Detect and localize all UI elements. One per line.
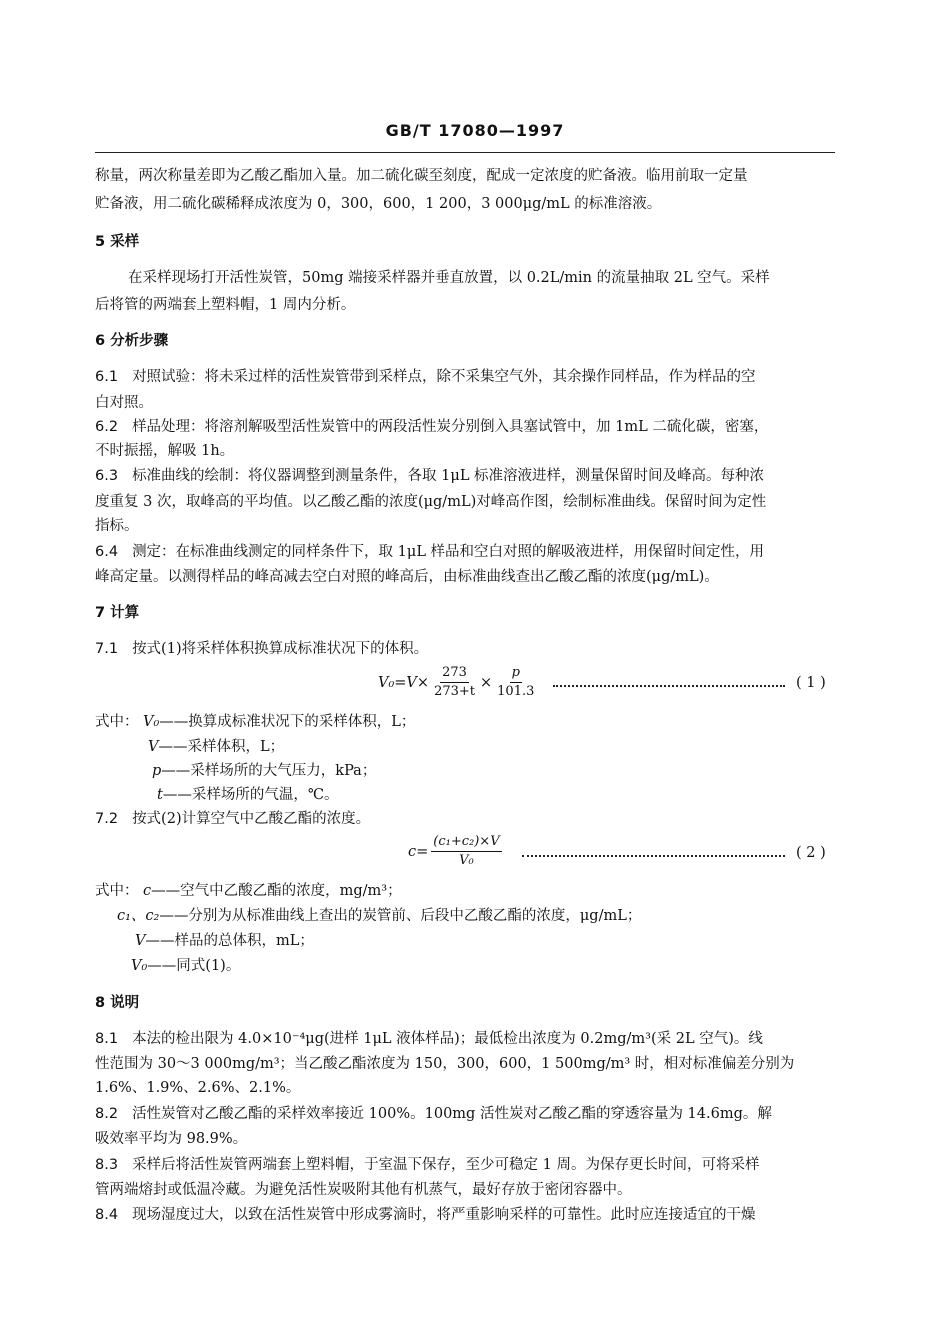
paragraph-line: 性范围为 30～3 000mg/m³；当乙酸乙酯浓度为 150，300，600，1 500mg/m³ 时，相对标准偏差分别为	[95, 1056, 795, 1072]
equation-number: ( 1 )	[796, 675, 826, 691]
clause-6-1	[95, 367, 756, 387]
paragraph-line: 峰高定量。以测得样品的峰高减去空白对照的峰高后，由标准曲线查出乙酸乙酯的浓度(μg/mL)。	[95, 569, 719, 585]
paragraph-line: 贮备液，用二硫化碳稀释成浓度为 0，300，600，1 200，3 000μg/mL 的标准溶液。	[95, 196, 662, 212]
equation-1	[378, 665, 539, 700]
clause-number: 7.2	[95, 811, 119, 827]
numerator: (c₁+c₂)×V	[431, 834, 501, 852]
symbol: t	[157, 787, 163, 803]
paragraph-line: 不时振摇，解吸 1h。	[95, 443, 235, 459]
numerator: 273	[440, 665, 469, 683]
clause-text: 测定：在标准曲线测定的同样条件下，取 1μL 样品和空白对照的解吸液进样，用保留时间定性，用	[132, 544, 765, 560]
clause-number: 7.1	[95, 641, 119, 657]
page-header-standard-number: GB/T 17080—1997	[385, 121, 565, 140]
paragraph-line: 指标。	[95, 518, 139, 534]
section-5-heading: 5 采样	[95, 234, 140, 250]
clause-number: 8.4	[95, 1207, 119, 1223]
definition-row	[117, 906, 641, 926]
clause-number: 6.1	[95, 369, 119, 385]
clause-text: 对照试验：将未采过样的活性炭管带到采样点，除不采集空气外，其余操作同样品，作为样品的空	[132, 369, 756, 385]
clause-text: 样品处理：将溶剂解吸型活性炭管中的两段活性炭分别倒入具塞试管中，加 1mL 二硫化碳，密塞，	[132, 419, 769, 435]
equation-number: ( 2 )	[796, 845, 826, 861]
clause-number: 6.3	[95, 468, 119, 484]
section-8-heading: 8 说明	[95, 995, 140, 1011]
paragraph-line: 白对照。	[95, 395, 153, 411]
symbol: p	[152, 763, 162, 779]
definition-row	[131, 956, 240, 976]
fraction	[495, 665, 536, 700]
clause-text: 采样后将活性炭管两端套上塑料帽，于室温下保存，至少可稳定 1 周。为保存更长时间，可将采样	[132, 1157, 760, 1173]
leader-dots	[522, 855, 785, 857]
clause-text: 活性炭管对乙酸乙酯的采样效率接近 100%。100mg 活性炭对乙酸乙酯的穿透容量为 14.6mg。解	[132, 1106, 772, 1122]
clause-number: 8.3	[95, 1157, 119, 1173]
equation-lhs: V₀=V×	[378, 674, 430, 691]
definition-row	[143, 881, 402, 901]
definition-row	[143, 712, 415, 732]
symbol: c	[143, 883, 152, 899]
symbol: V₀	[143, 714, 160, 730]
fraction	[431, 834, 501, 869]
clause-text: 标准曲线的绘制：将仪器调整到测量条件，各取 1μL 标准溶液进样，测量保留时间及峰高。每种浓	[132, 468, 765, 484]
paragraph-line: 称量，两次称量差即为乙酸乙酯加入量。加二硫化碳至刻度，配成一定浓度的贮备液。临用前取一定量	[95, 168, 748, 184]
clause-number: 6.2	[95, 419, 119, 435]
definition-row	[157, 785, 339, 805]
clause-8-3	[95, 1155, 760, 1175]
symbol: V₀	[131, 958, 148, 974]
clause-text: 现场湿度过大，以致在活性炭管中形成雾滴时，将严重影响采样的可靠性。此时应连接适宜的干燥	[132, 1207, 756, 1223]
clause-number: 6.4	[95, 544, 119, 560]
paragraph-line: 后将管的两端套上塑料帽，1 周内分析。	[95, 297, 356, 313]
definition: ——分别为从标准曲线上查出的炭管前、后段中乙酸乙酯的浓度，μg/mL；	[159, 908, 642, 924]
clause-text: 按式(2)计算空气中乙酸乙酯的浓度。	[132, 811, 371, 827]
equation-lhs: c=	[408, 843, 429, 860]
paragraph-line: 1.6%、1.9%、2.6%、2.1%。	[95, 1080, 301, 1096]
clause-number: 8.1	[95, 1031, 119, 1047]
paragraph-line: 吸效率平均为 98.9%。	[95, 1131, 248, 1147]
definition: ——样品的总体积，mL；	[145, 933, 314, 949]
clause-text: 按式(1)将采样体积换算成标准状况下的体积。	[132, 641, 429, 657]
paragraph-line: 管两端熔封或低温冷藏。为避免活性炭吸附其他有机蒸气，最好存放于密闭容器中。	[95, 1182, 632, 1198]
paragraph-line: 在采样现场打开活性炭管，50mg 端接采样器并垂直放置，以 0.2L/min 的流量抽取 2L 空气。采样	[128, 270, 770, 286]
definition: ——采样体积，L；	[158, 739, 285, 755]
section-6-heading: 6 分析步骤	[95, 333, 169, 349]
definition: ——采样场所的大气压力，kPa；	[161, 763, 377, 779]
equation-2	[408, 834, 505, 869]
clause-6-3	[95, 466, 764, 486]
times-sign: ×	[480, 674, 493, 691]
where-label: 式中：	[95, 714, 139, 730]
definition: ——空气中乙酸乙酯的浓度，mg/m³；	[151, 883, 402, 899]
denominator: 101.3	[497, 684, 535, 699]
leader-dots	[553, 685, 785, 687]
definition-row	[152, 761, 376, 781]
header-rule	[95, 152, 835, 153]
clause-6-4	[95, 542, 764, 562]
definition: ——换算成标准状况下的采样体积，L；	[159, 714, 416, 730]
where-label: 式中：	[95, 883, 139, 899]
fraction	[432, 665, 477, 700]
denominator: 273+t	[434, 684, 475, 699]
definition-row	[135, 931, 314, 951]
symbol: V	[148, 739, 159, 755]
clause-6-2	[95, 417, 768, 437]
denominator: V₀	[459, 853, 474, 868]
clause-8-1	[95, 1029, 763, 1049]
clause-7-1	[95, 639, 428, 659]
clause-7-2	[95, 809, 370, 829]
definition-row	[148, 737, 284, 757]
clause-text: 本法的检出限为 4.0×10⁻⁴μg(进样 1μL 液体样品)；最低检出浓度为 0.2mg/m³(采 2L 空气)。线	[132, 1031, 763, 1047]
definition: ——同式(1)。	[147, 958, 241, 974]
definition: ——采样场所的气温，℃。	[162, 787, 339, 803]
clause-8-2	[95, 1104, 772, 1124]
symbol: c₁、c₂	[117, 908, 160, 924]
numerator: p	[510, 665, 522, 683]
section-7-heading: 7 计算	[95, 605, 140, 621]
paragraph-line: 度重复 3 次，取峰高的平均值。以乙酸乙酯的浓度(μg/mL)对峰高作图，绘制标准曲线。保留时间为定性	[95, 494, 767, 510]
symbol: V	[135, 933, 146, 949]
clause-number: 8.2	[95, 1106, 119, 1122]
clause-8-4	[95, 1205, 756, 1225]
